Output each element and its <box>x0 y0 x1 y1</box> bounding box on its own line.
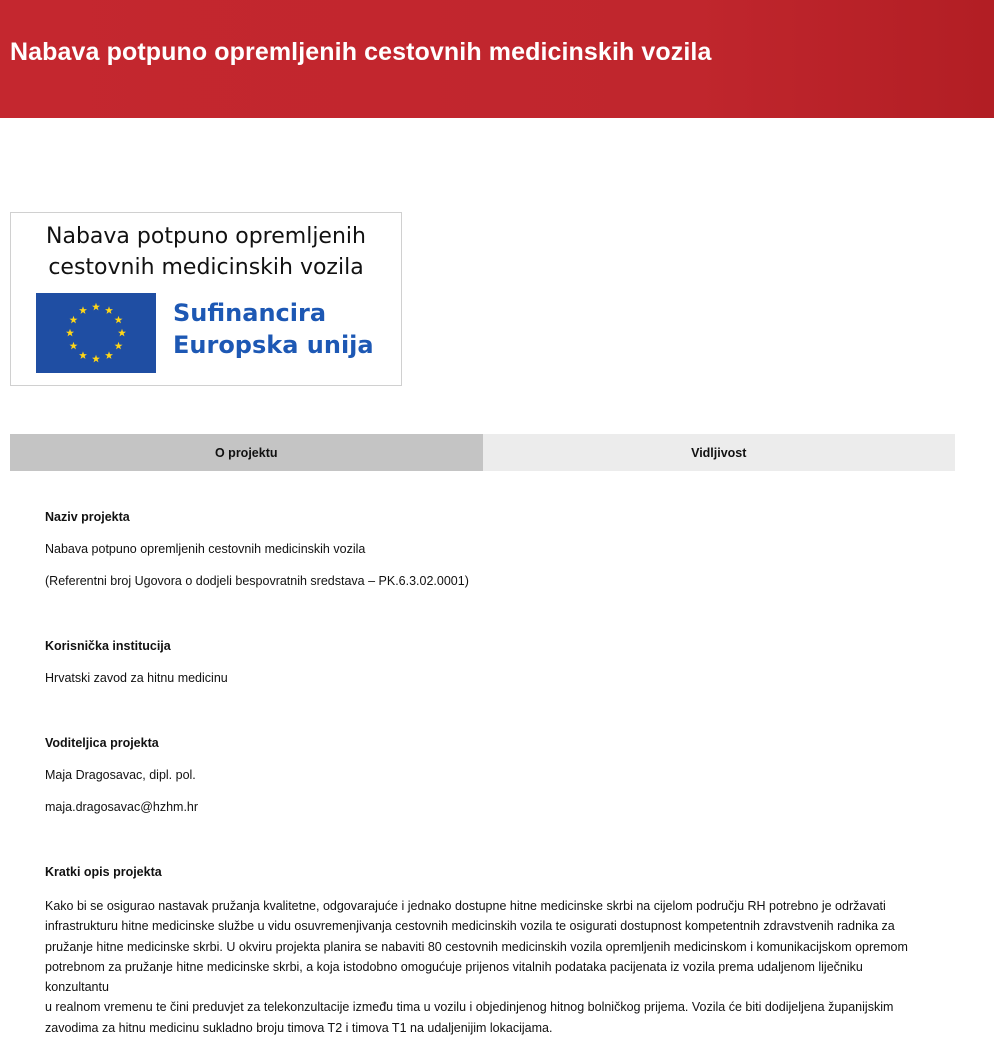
eu-text-line2: Europska unija <box>173 331 374 359</box>
eu-flag-graphic <box>36 293 156 373</box>
voditeljica-heading: Voditeljica projekta <box>45 736 159 750</box>
opis-line: Kako bi se osigurao nastavak pružanja kvalitetne, odgovarajuće i jednako dostupne hitne medicinske skrbi na cijelom području RH potrebno je održavati <box>45 899 886 913</box>
page-header <box>0 0 994 118</box>
banner-title-line2: cestovnih medicinskih vozila <box>48 255 364 280</box>
tab-vidljivost[interactable]: Vidljivost <box>483 434 956 471</box>
opis-line: u realnom vremenu te čini preduvjet za telekonzultacije između tima u vozilu i objedinjenog hitnog bolničkog prijema. Vozila će biti dodijeljena županijskim <box>45 1000 894 1015</box>
naziv-reference: (Referentni broj Ugovora o dodjeli bespovratnih sredstava – PK.6.3.02.0001) <box>45 574 469 588</box>
tab-bar <box>10 434 955 471</box>
eu-flag-icon <box>36 293 156 373</box>
banner-title <box>11 221 401 283</box>
naziv-heading: Naziv projekta <box>45 510 130 524</box>
opis-heading: Kratki opis projekta <box>45 865 162 879</box>
korisnicka-value: Hrvatski zavod za hitnu medicinu <box>45 671 228 685</box>
voditeljica-name: Maja Dragosavac, dipl. pol. <box>45 768 196 782</box>
opis-line: infrastrukturu hitne medicinske službe u vidu osuvremenjivanja cestovnih medicinskih vozila te osigurati dostupnost kompetentnih zdravstvenih radnika za <box>45 919 895 934</box>
eu-cofinanced-text <box>173 297 374 361</box>
banner-title-line1: Nabava potpuno opremljenih <box>46 224 366 249</box>
voditeljica-email[interactable]: maja.dragosavac@hzhm.hr <box>45 800 199 814</box>
korisnicka-heading: Korisnička institucija <box>45 639 171 653</box>
naziv-value: Nabava potpuno opremljenih cestovnih medicinskih vozila <box>45 542 366 556</box>
opis-paragraph <box>45 896 925 1038</box>
opis-line: pružanje hitne medicinske skrbi. U okviru projekta planira se nabaviti 80 cestovnih medicinskih vozila opremljenih medicinskom i komunikacijskom opremom <box>45 939 908 954</box>
opis-line: zavodima za hitnu medicinu sukladno broju timova T2 i timova T1 na udaljenijim lokacijama. <box>45 1020 553 1035</box>
project-banner <box>10 212 402 386</box>
page-title: Nabava potpuno opremljenih cestovnih medicinskih vozila <box>10 38 712 66</box>
opis-line: potrebnom za pružanje hitne medicinske skrbi, a koja istodobno omogućuje prijenos vitalnih podataka pacijenata iz vozila prema udaljenom liječniku konzultantu <box>45 959 863 995</box>
tab-o-projektu[interactable]: O projektu <box>10 434 483 471</box>
eu-text-line1: Sufinancira <box>173 299 327 327</box>
